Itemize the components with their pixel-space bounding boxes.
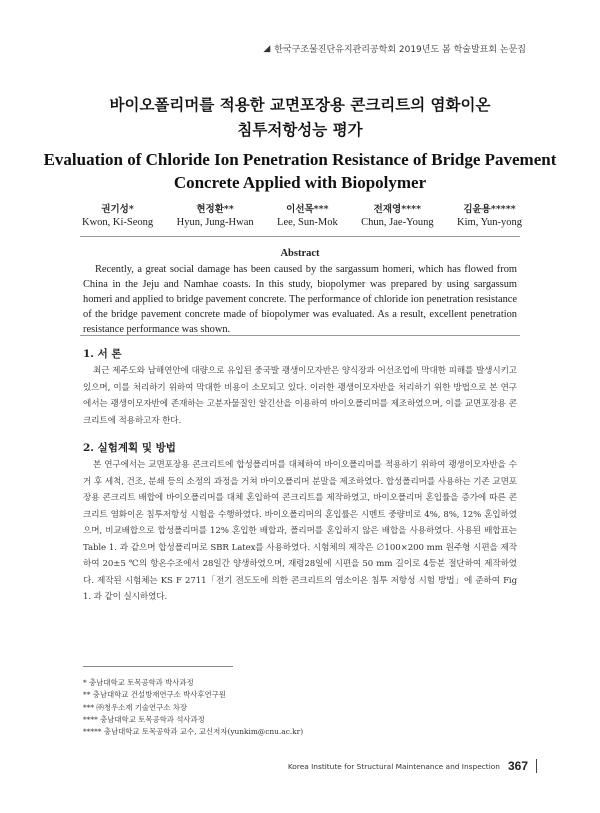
author	[457, 203, 522, 229]
footnote: *** ㈜청우소재 기술연구소 차장	[83, 702, 188, 712]
english-title-line2: Concrete Applied with Biopolymer	[173, 173, 427, 192]
author-name-en: Chun, Jae-Young	[361, 217, 434, 228]
footnote-rule	[83, 666, 233, 667]
author-name-ko: 권기성*	[101, 204, 134, 215]
author-name-ko: 현정환**	[196, 204, 234, 215]
footer-bar	[536, 759, 537, 773]
author-name-en: Lee, Sun-Mok	[277, 217, 338, 228]
author-name-ko: 전재영****	[373, 204, 422, 215]
korean-title-line1: 바이오폴리머를 적용한 교면포장용 콘크리트의 염화이온	[109, 95, 491, 114]
abstract-body: Recently, a great social damage has been caused by the sargassum homeri, which has flowed from China in the Jeju and Namhae coasts. In this study, biopolymer was prepared by using sargassum homeri and applied to bridge pavement concrete. The performance of chloride ion penetration resistance of the bridge pavement concrete made of biopolymer was evaluated. As a result, excellent penetration resistance performance was shown.	[83, 264, 517, 335]
section-heading-methods: 2. 실험계획 및 방법	[83, 442, 176, 454]
divider	[80, 335, 520, 336]
author-name-ko: 이선목***	[286, 204, 329, 215]
author-name-en: Kwon, Ki-Seong	[82, 217, 154, 228]
author	[177, 203, 254, 229]
journal-name: 한국구조물진단유지관리공학회 2019년도 봄 학술발표회 논문집	[274, 45, 526, 55]
page-number: 367	[507, 759, 528, 773]
korean-title	[0, 92, 600, 142]
author	[277, 203, 338, 229]
footnote: **** 충남대학교 토목공학과 석사과정	[83, 714, 205, 724]
korean-title-line2: 침투저항성능 평가	[237, 120, 363, 139]
footnotes	[83, 677, 523, 738]
divider	[80, 236, 520, 237]
footnote: * 충남대학교 토목공학과 박사과정	[83, 678, 194, 687]
page-footer	[288, 759, 537, 773]
author-name-ko: 김윤용*****	[463, 204, 516, 215]
section-heading-introduction: 1. 서 론	[83, 348, 122, 360]
author-list	[82, 203, 522, 229]
english-title-line1: Evaluation of Chloride Ion Penetration Resistance of Bridge Pavement	[43, 150, 557, 169]
footer-organization: Korea Institute for Structural Maintenance and Inspection	[287, 761, 500, 771]
abstract-heading: Abstract	[280, 248, 320, 259]
book-icon: ◢	[263, 43, 271, 54]
section-body-introduction: 최근 제주도와 남해연안에 대량으로 유입된 중국발 괭생이모자반은 양식장과 어선조업에 막대한 피해를 발생시키고 있으며, 이를 처리하기 위하여 막대한 비용이 소모되고 있다. 이러한 괭생이모자반을 처리하기 위한 방법으로 본 연구에서는 괭생이모자반에 존재하는 고분자물질인 알긴산을 이용하여 바이오폴리머를 제조하였으며, 이를 교면포장용 콘크리트에 적용하고자 한다.	[83, 366, 517, 426]
author-name-en: Kim, Yun-yong	[457, 217, 522, 228]
author-name-en: Hyun, Jung-Hwan	[176, 217, 254, 228]
footnote: ***** 충남대학교 토목공학과 교수, 교신저자(yunkim@cnu.ac.kr)	[83, 727, 304, 737]
section-body-methods: 본 연구에서는 교면포장용 콘크리트에 합성폴리머를 대체하여 바이오폴리머를 적용하기 위하여 괭생이모자반을 수거 후 세척, 건조, 분쇄 등의 소정의 과정을 거쳐 바이오폴리머 분말을 제조하였다. 합성폴리머를 사용하는 기존 교면포장용 콘크리트 배합에 바이오폴리머를 대체 혼입하여 콘크리트를 제작하였고, 바이오폴리머 혼입률을 증가에 따른 콘크리트 염화이온 침투저항성 시험을 수행하였다. 바이오폴리머의 혼입률은 시멘트 중량비로 4%, 8%, 12% 혼입하였으며, 비교배합으로 합성폴리머를 12% 혼입한 배합과, 폴리머를 혼입하지 않은 배합을 사용하였다. 사용된 배합표는 Table 1. 과 같으며 합성폴리머로 SBR Latex를 사용하였다. 시험체의 제작은 ∅100×200 mm 원주형 시편을 제작하여 20±5 ℃의 항온수조에서 28일간 양생하였으며, 재령28일에 시편을 50 mm 길이로 4등분 절단하여 제작하였다. 제작된 시험체는 KS F 2711「전기 전도도에 의한 콘크리트의 염소이온 침투 저항성 시험 방법」에 준하여 Fig 1. 과 같이 실시하였다.	[83, 460, 517, 602]
running-header	[263, 42, 526, 55]
footnote: ** 충남대학교 건설방재연구소 박사후연구원	[83, 690, 226, 700]
author	[361, 203, 433, 229]
author	[82, 203, 153, 229]
english-title	[0, 148, 600, 194]
